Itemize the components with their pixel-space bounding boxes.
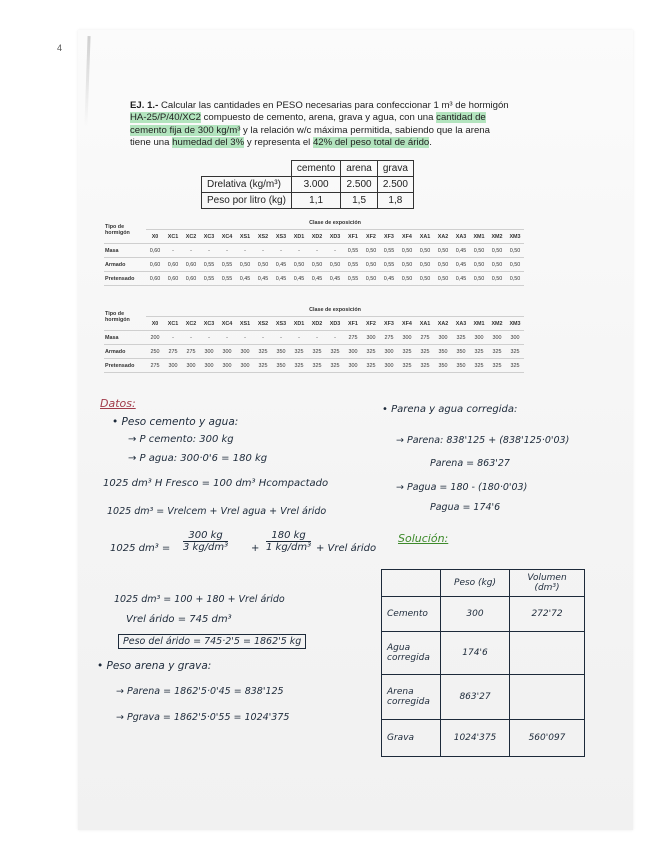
plus-sign: + bbox=[251, 543, 260, 554]
table-cell: - bbox=[290, 244, 308, 258]
column-header: XA2 bbox=[434, 230, 452, 244]
table-cell: 300 bbox=[506, 331, 524, 345]
table-cell: 0,45 bbox=[308, 272, 326, 286]
table-cell: 0,50 bbox=[362, 258, 380, 272]
table-cell: 0,50 bbox=[470, 272, 488, 286]
problem-line-4c: y representa el bbox=[244, 137, 313, 149]
table-cell: 300 bbox=[200, 359, 218, 373]
row-label: Agua corregida bbox=[382, 632, 441, 675]
column-header: XC2 bbox=[182, 317, 200, 331]
table-cell: - bbox=[164, 331, 182, 345]
table-cell: - bbox=[182, 244, 200, 258]
table-cell: 275 bbox=[416, 331, 434, 345]
table-row bbox=[382, 597, 585, 632]
note-line: 1025 dm³ = bbox=[110, 543, 171, 554]
row-label: Armado bbox=[104, 258, 146, 272]
class-header: Clase de exposición bbox=[146, 303, 524, 317]
column-header: XM3 bbox=[506, 317, 524, 331]
table-cell: 0,50 bbox=[362, 272, 380, 286]
table-cell: 0,45 bbox=[452, 244, 470, 258]
note-line: 1025 dm³ = 100 + 180 + Vrel árido bbox=[114, 594, 285, 605]
table-row bbox=[202, 193, 414, 209]
fraction-numerator: 180 kg bbox=[266, 530, 311, 542]
table-cell bbox=[510, 632, 585, 675]
properties-table bbox=[201, 160, 414, 209]
table-cell: 272'72 bbox=[510, 597, 585, 632]
table-row bbox=[104, 272, 524, 286]
table-cell: 0,55 bbox=[218, 272, 236, 286]
column-header: XS2 bbox=[254, 230, 272, 244]
table-row bbox=[382, 570, 585, 597]
note-line: → Parena = 1862'5·0'45 = 838'125 bbox=[116, 686, 284, 697]
header-cell bbox=[202, 161, 292, 177]
table-cell: 0,55 bbox=[200, 258, 218, 272]
column-header: XF2 bbox=[362, 317, 380, 331]
table-cell: 0,50 bbox=[398, 258, 416, 272]
header-cell: arena bbox=[341, 161, 378, 177]
table-row bbox=[104, 359, 524, 373]
table-cell: 3.000 bbox=[291, 177, 340, 193]
table-cell: 300 bbox=[441, 597, 510, 632]
column-header: XF2 bbox=[362, 230, 380, 244]
note-line: 1025 dm³ H Fresco = 100 dm³ Hcompactado bbox=[103, 478, 329, 489]
column-header: XD3 bbox=[326, 317, 344, 331]
table-cell: 300 bbox=[398, 331, 416, 345]
table-cell: - bbox=[200, 331, 218, 345]
table-cell: 0,45 bbox=[452, 258, 470, 272]
table-cell: 0,50 bbox=[506, 258, 524, 272]
row-label: Cemento bbox=[382, 597, 441, 632]
aggregate-weight-result: Peso del árido = 745·2'5 = 1862'5 kg bbox=[118, 634, 306, 649]
column-header: XM2 bbox=[488, 230, 506, 244]
type-header: Tipo de hormigón bbox=[104, 216, 146, 244]
table-cell: 325 bbox=[470, 345, 488, 359]
table-cell: 0,45 bbox=[272, 258, 290, 272]
table-cell: 1,1 bbox=[291, 193, 340, 209]
column-header: X0 bbox=[146, 317, 164, 331]
note-line: → P agua: 300·0'6 = 180 kg bbox=[128, 453, 268, 464]
table-cell: 0,50 bbox=[326, 258, 344, 272]
table-cell: 350 bbox=[452, 345, 470, 359]
column-header: XC3 bbox=[200, 230, 218, 244]
column-header: XC1 bbox=[164, 317, 182, 331]
table-cell: 0,50 bbox=[416, 272, 434, 286]
problem-highlight-4: 42% del peso total de árido bbox=[312, 137, 430, 149]
table-cell: - bbox=[254, 331, 272, 345]
table-cell: 0,45 bbox=[452, 272, 470, 286]
table-cell: 0,50 bbox=[236, 258, 254, 272]
corner-mark: 4 bbox=[57, 43, 63, 53]
column-header: XS3 bbox=[272, 317, 290, 331]
table-cell: 325 bbox=[362, 345, 380, 359]
table-row bbox=[202, 177, 414, 193]
solucion-heading: Solución: bbox=[398, 532, 449, 545]
table-row bbox=[382, 632, 585, 675]
column-header: XF3 bbox=[380, 317, 398, 331]
column-header: XC4 bbox=[218, 317, 236, 331]
table-cell: 300 bbox=[182, 359, 200, 373]
note-line: Vrel árido = 745 dm³ bbox=[126, 614, 232, 625]
wc-ratio-table bbox=[104, 216, 524, 286]
table-cell: 0,45 bbox=[236, 272, 254, 286]
note-line: → Pgrava = 1862'5·0'55 = 1024'375 bbox=[116, 712, 290, 723]
table-cell: 1024'375 bbox=[441, 720, 510, 757]
row-label: Armado bbox=[104, 345, 146, 359]
row-label: Grava bbox=[382, 720, 441, 757]
header-cell: Volumen (dm³) bbox=[510, 570, 585, 597]
table-cell: 863'27 bbox=[441, 675, 510, 720]
table-cell: 350 bbox=[452, 359, 470, 373]
class-header: Clase de exposición bbox=[146, 216, 524, 230]
row-label: Pretensado bbox=[104, 359, 146, 373]
header-cell: grava bbox=[377, 161, 413, 177]
row-label: Pretensado bbox=[104, 272, 146, 286]
note-line: + Vrel árido bbox=[316, 543, 377, 554]
column-header: XM1 bbox=[470, 230, 488, 244]
table-cell: 325 bbox=[290, 345, 308, 359]
table-cell: 325 bbox=[254, 359, 272, 373]
table-cell: 275 bbox=[164, 345, 182, 359]
table-cell: - bbox=[272, 244, 290, 258]
fraction-cement bbox=[183, 530, 228, 553]
table-cell: 325 bbox=[506, 359, 524, 373]
table-cell: 0,50 bbox=[488, 272, 506, 286]
table-cell: 325 bbox=[308, 345, 326, 359]
table-cell: 0,55 bbox=[218, 258, 236, 272]
note-line: 1025 dm³ = Vrelcem + Vrel agua + Vrel árido bbox=[107, 506, 327, 517]
table-cell: 0,60 bbox=[182, 272, 200, 286]
problem-highlight-2: cemento fija de 300 kg/m³ bbox=[130, 124, 241, 136]
table-cell: 0,45 bbox=[272, 272, 290, 286]
table-cell: - bbox=[326, 331, 344, 345]
table-cell: 0,50 bbox=[470, 258, 488, 272]
column-header: XC3 bbox=[200, 317, 218, 331]
problem-line-3: y la relación w/c máxima permitida, sabiendo que la arena bbox=[240, 124, 490, 136]
table-cell: 200 bbox=[146, 331, 164, 345]
table-cell: 0,50 bbox=[434, 244, 452, 258]
table-cell: 174'6 bbox=[441, 632, 510, 675]
column-header: XS3 bbox=[272, 230, 290, 244]
table-cell: 0,55 bbox=[344, 244, 362, 258]
table-cell: 0,55 bbox=[200, 272, 218, 286]
table-cell: - bbox=[290, 331, 308, 345]
table-cell: - bbox=[326, 244, 344, 258]
column-header: XD1 bbox=[290, 317, 308, 331]
table-cell: - bbox=[308, 244, 326, 258]
table-cell: 275 bbox=[146, 359, 164, 373]
table-cell: 275 bbox=[182, 345, 200, 359]
column-header: XF3 bbox=[380, 230, 398, 244]
table-cell: 0,45 bbox=[380, 272, 398, 286]
table-row bbox=[104, 317, 524, 331]
row-label: Masa bbox=[104, 331, 146, 345]
problem-statement bbox=[130, 100, 530, 150]
table-cell: 0,50 bbox=[308, 258, 326, 272]
table-cell: 0,50 bbox=[398, 272, 416, 286]
table-cell: 0,60 bbox=[164, 272, 182, 286]
table-cell: 2.500 bbox=[341, 177, 378, 193]
table-cell: 300 bbox=[434, 331, 452, 345]
column-header: XD2 bbox=[308, 317, 326, 331]
table-cell: 0,55 bbox=[380, 258, 398, 272]
table-cell: - bbox=[254, 244, 272, 258]
column-header: XC4 bbox=[218, 230, 236, 244]
table-cell: - bbox=[308, 331, 326, 345]
datos-heading: Datos: bbox=[100, 397, 136, 410]
table-cell: 1,8 bbox=[377, 193, 413, 209]
table-row bbox=[104, 230, 524, 244]
table-cell: 0,50 bbox=[416, 244, 434, 258]
table-row bbox=[202, 161, 414, 177]
column-header: XF4 bbox=[398, 230, 416, 244]
table-cell: 300 bbox=[344, 359, 362, 373]
table-cell: 275 bbox=[344, 331, 362, 345]
table-cell: 325 bbox=[398, 359, 416, 373]
header-cell bbox=[382, 570, 441, 597]
table-cell: 325 bbox=[326, 345, 344, 359]
table-cell: 0,50 bbox=[254, 258, 272, 272]
row-label: Arena corregida bbox=[382, 675, 441, 720]
table-cell: 2.500 bbox=[377, 177, 413, 193]
row-label: Masa bbox=[104, 244, 146, 258]
table-cell: - bbox=[200, 244, 218, 258]
table-cell: 0,50 bbox=[506, 244, 524, 258]
problem-concrete-designation: HA-25/P/40/XC2 bbox=[130, 112, 201, 124]
table-cell: 325 bbox=[362, 359, 380, 373]
table-cell: 0,60 bbox=[146, 244, 164, 258]
table-cell: 325 bbox=[506, 345, 524, 359]
table-row bbox=[104, 331, 524, 345]
table-cell: 325 bbox=[416, 359, 434, 373]
table-cell: 0,55 bbox=[344, 258, 362, 272]
table-cell: 350 bbox=[272, 359, 290, 373]
problem-line-2: compuesto de cemento, arena, grava y agua, con una bbox=[200, 112, 437, 124]
table-cell: - bbox=[218, 244, 236, 258]
column-header: XF1 bbox=[344, 317, 362, 331]
table-cell: 325 bbox=[398, 345, 416, 359]
column-header: XC2 bbox=[182, 230, 200, 244]
table-cell: 325 bbox=[308, 359, 326, 373]
column-header: XM2 bbox=[488, 317, 506, 331]
table-cell: 560'097 bbox=[510, 720, 585, 757]
fraction-numerator: 300 kg bbox=[183, 530, 228, 542]
table-cell: 300 bbox=[470, 331, 488, 345]
table-row bbox=[382, 675, 585, 720]
note-line: • Peso cemento y agua: bbox=[112, 416, 239, 428]
fraction-water bbox=[266, 530, 311, 553]
column-header: XC1 bbox=[164, 230, 182, 244]
min-cement-table bbox=[104, 303, 524, 373]
table-cell: - bbox=[236, 331, 254, 345]
exercise-label: EJ. 1.- bbox=[130, 100, 159, 111]
note-line: Parena = 863'27 bbox=[430, 458, 510, 469]
table-cell: 300 bbox=[380, 345, 398, 359]
column-header: XS1 bbox=[236, 317, 254, 331]
problem-highlight-1: cantidad de bbox=[436, 112, 486, 124]
type-header: Tipo de hormigón bbox=[104, 303, 146, 331]
table-cell: 0,45 bbox=[254, 272, 272, 286]
table-cell: 0,50 bbox=[488, 244, 506, 258]
note-line: Pagua = 174'6 bbox=[430, 502, 501, 513]
table-cell: 0,50 bbox=[398, 244, 416, 258]
row-label: Peso por litro (kg) bbox=[202, 193, 292, 209]
column-header: XA3 bbox=[452, 230, 470, 244]
table-row bbox=[104, 345, 524, 359]
problem-line-4a: tiene una bbox=[130, 137, 173, 149]
table-cell: 300 bbox=[218, 359, 236, 373]
table-row bbox=[104, 258, 524, 272]
table-cell: - bbox=[236, 244, 254, 258]
table-cell: 0,50 bbox=[416, 258, 434, 272]
table-cell: 0,50 bbox=[470, 244, 488, 258]
table-cell: 0,50 bbox=[434, 272, 452, 286]
problem-line-4e: . bbox=[429, 137, 432, 149]
header-cell: cemento bbox=[291, 161, 340, 177]
table-cell: 325 bbox=[326, 359, 344, 373]
note-line: → Parena: 838'125 + (838'125·0'03) bbox=[396, 435, 570, 446]
table-cell: 0,60 bbox=[164, 258, 182, 272]
table-cell: 300 bbox=[380, 359, 398, 373]
column-header: XS2 bbox=[254, 317, 272, 331]
table-cell: 300 bbox=[164, 359, 182, 373]
table-cell: 300 bbox=[344, 345, 362, 359]
table-cell: 300 bbox=[218, 345, 236, 359]
table-cell: 300 bbox=[236, 359, 254, 373]
column-header: XF1 bbox=[344, 230, 362, 244]
table-cell bbox=[510, 675, 585, 720]
table-cell: 0,55 bbox=[380, 244, 398, 258]
note-line: • Peso arena y grava: bbox=[97, 660, 212, 672]
table-cell: 0,50 bbox=[434, 258, 452, 272]
table-cell: 0,50 bbox=[362, 244, 380, 258]
column-header: XD3 bbox=[326, 230, 344, 244]
table-cell: - bbox=[218, 331, 236, 345]
column-header: XF4 bbox=[398, 317, 416, 331]
table-cell: 350 bbox=[434, 345, 452, 359]
table-row bbox=[104, 244, 524, 258]
table-cell: 300 bbox=[362, 331, 380, 345]
table-cell: 1,5 bbox=[341, 193, 378, 209]
column-header: XM3 bbox=[506, 230, 524, 244]
table-cell: - bbox=[182, 331, 200, 345]
column-header: XA1 bbox=[416, 230, 434, 244]
problem-highlight-3: humedad del 3% bbox=[172, 137, 245, 149]
column-header: XA3 bbox=[452, 317, 470, 331]
table-cell: 250 bbox=[146, 345, 164, 359]
table-cell: 325 bbox=[416, 345, 434, 359]
row-label: Drelativa (kg/m³) bbox=[202, 177, 292, 193]
table-cell: 350 bbox=[434, 359, 452, 373]
column-header: XA2 bbox=[434, 317, 452, 331]
table-row bbox=[104, 303, 524, 317]
note-line: • Parena y agua corregida: bbox=[382, 404, 518, 415]
column-header: XD2 bbox=[308, 230, 326, 244]
table-row bbox=[382, 720, 585, 757]
note-line: → Pagua = 180 - (180·0'03) bbox=[396, 482, 528, 493]
table-row bbox=[104, 216, 524, 230]
table-cell: 300 bbox=[488, 331, 506, 345]
column-header: XA1 bbox=[416, 317, 434, 331]
solution-table bbox=[381, 569, 585, 757]
table-cell: 0,50 bbox=[506, 272, 524, 286]
table-cell: 0,60 bbox=[146, 272, 164, 286]
table-cell: 275 bbox=[380, 331, 398, 345]
table-cell: 0,55 bbox=[344, 272, 362, 286]
column-header: X0 bbox=[146, 230, 164, 244]
problem-line-1: Calcular las cantidades en PESO necesarias para confeccionar 1 m³ de hormigón bbox=[160, 100, 509, 111]
table-cell: - bbox=[272, 331, 290, 345]
table-cell: 325 bbox=[488, 359, 506, 373]
table-cell: 0,60 bbox=[182, 258, 200, 272]
table-cell: 0,45 bbox=[290, 272, 308, 286]
table-cell: 325 bbox=[470, 359, 488, 373]
table-cell: - bbox=[164, 244, 182, 258]
table-cell: 300 bbox=[200, 345, 218, 359]
fraction-denominator: 3 kg/dm³ bbox=[183, 542, 229, 553]
column-header: XD1 bbox=[290, 230, 308, 244]
column-header: XS1 bbox=[236, 230, 254, 244]
table-cell: 0,50 bbox=[488, 258, 506, 272]
table-cell: 325 bbox=[290, 359, 308, 373]
table-cell: 350 bbox=[272, 345, 290, 359]
table-cell: 325 bbox=[488, 345, 506, 359]
table-cell: 300 bbox=[236, 345, 254, 359]
note-line: → P cemento: 300 kg bbox=[128, 434, 234, 445]
header-cell: Peso (kg) bbox=[441, 570, 510, 597]
table-cell: 325 bbox=[254, 345, 272, 359]
fraction-denominator: 1 kg/dm³ bbox=[266, 542, 312, 553]
table-cell: 0,50 bbox=[290, 258, 308, 272]
table-cell: 0,45 bbox=[326, 272, 344, 286]
table-cell: 0,60 bbox=[146, 258, 164, 272]
table-cell: 325 bbox=[452, 331, 470, 345]
column-header: XM1 bbox=[470, 317, 488, 331]
